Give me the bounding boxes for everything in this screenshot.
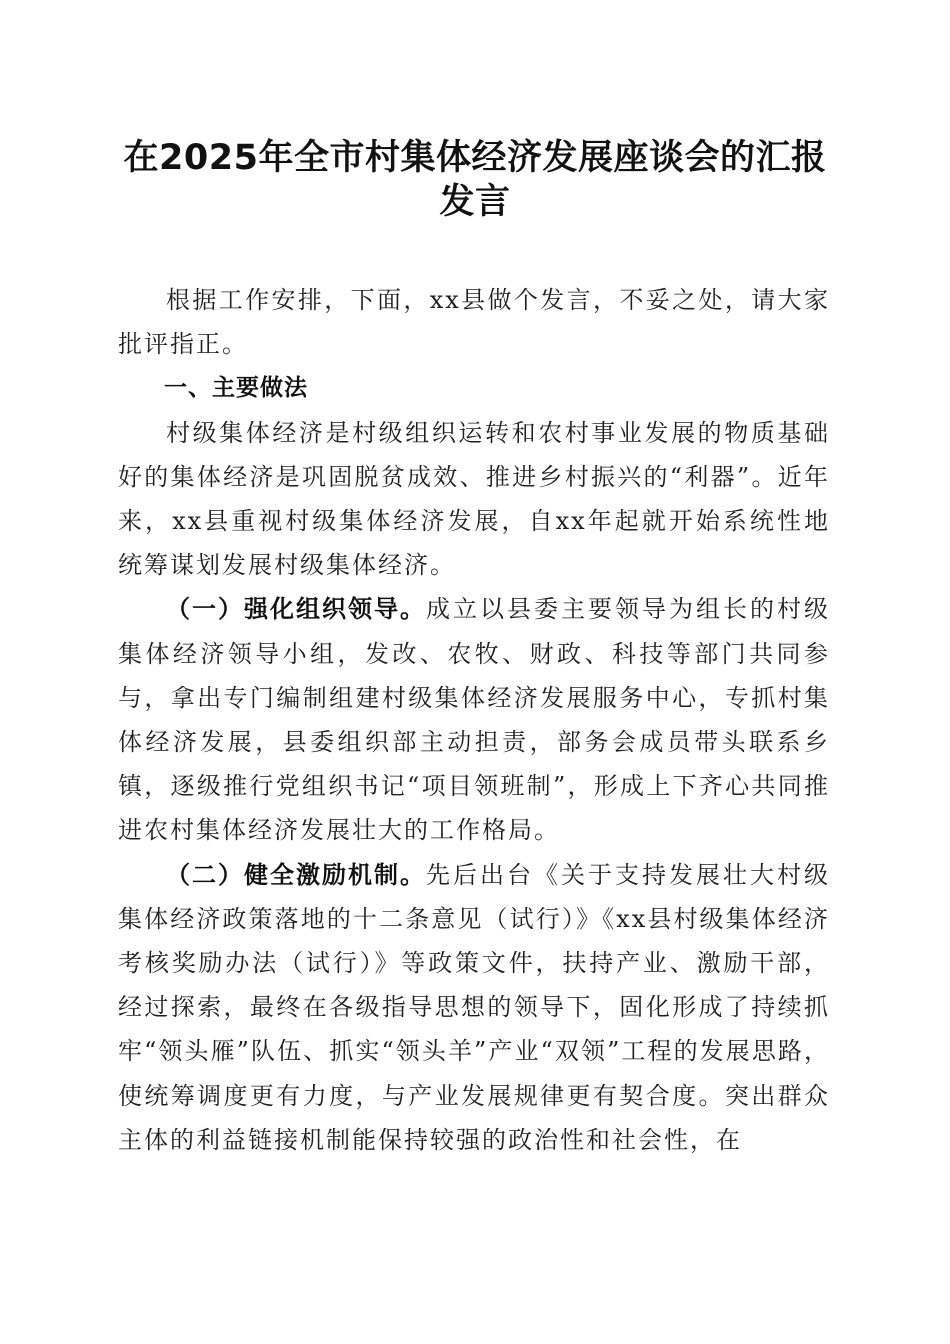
section-paragraph: 村级集体经济是村级组织运转和农村事业发展的物质基础好的集体经济是巩固脱贫成效、推进乡村振兴的“利器”。近年来，xx县重视村级集体经济发展，自xx年起就开始系统性地统筹谋划发展村级集体经济。 [118, 418, 830, 580]
section-heading: 一、主要做法 [164, 375, 308, 402]
document-title [118, 136, 832, 224]
document-body [118, 278, 830, 1162]
subsection-2-heading: （二）健全激励机制。 [166, 860, 426, 889]
title-line-2: 发言 [439, 182, 511, 222]
subsection-2-paragraph [118, 853, 830, 1162]
subsection-2-text: 先后出台《关于支持发展壮大村级集体经济政策落地的十二条意见（试行）》《xx县村级集体经济考核奖励办法（试行）》等政策文件，扶持产业、激励干部，经过探索，最终在各级指导思想的领导下，固化形成了持续抓牢“领头雁”队伍、抓实“领头羊”产业“双领”工程的发展思路，使统筹调度更有力度，与产业发展规律更有契合度。突出群众主体的利益链接机制能保持较强的政治性和社会性，在 [118, 860, 830, 1154]
title-line-1: 在2025年全市村集体经济发展座谈会的汇报 [123, 138, 827, 178]
subsection-1-text: 成立以县委主要领导为组长的村级集体经济领导小组，发改、农牧、财政、科技等部门共同参与，拿出专门编制组建村级集体经济发展服务中心，专抓村集体经济发展，县委组织部主动担责，部务会成员带头联系乡镇，逐级推行党组织书记“项目领班制”，形成上下齐心共同推进农村集体经济发展壮大的工作格局。 [118, 595, 830, 845]
subsection-1-paragraph [118, 587, 830, 852]
subsection-1-heading: （一）强化组织领导。 [166, 595, 426, 624]
intro-paragraph: 根据工作安排，下面，xx县做个发言，不妥之处，请大家批评指正。 [118, 286, 830, 359]
